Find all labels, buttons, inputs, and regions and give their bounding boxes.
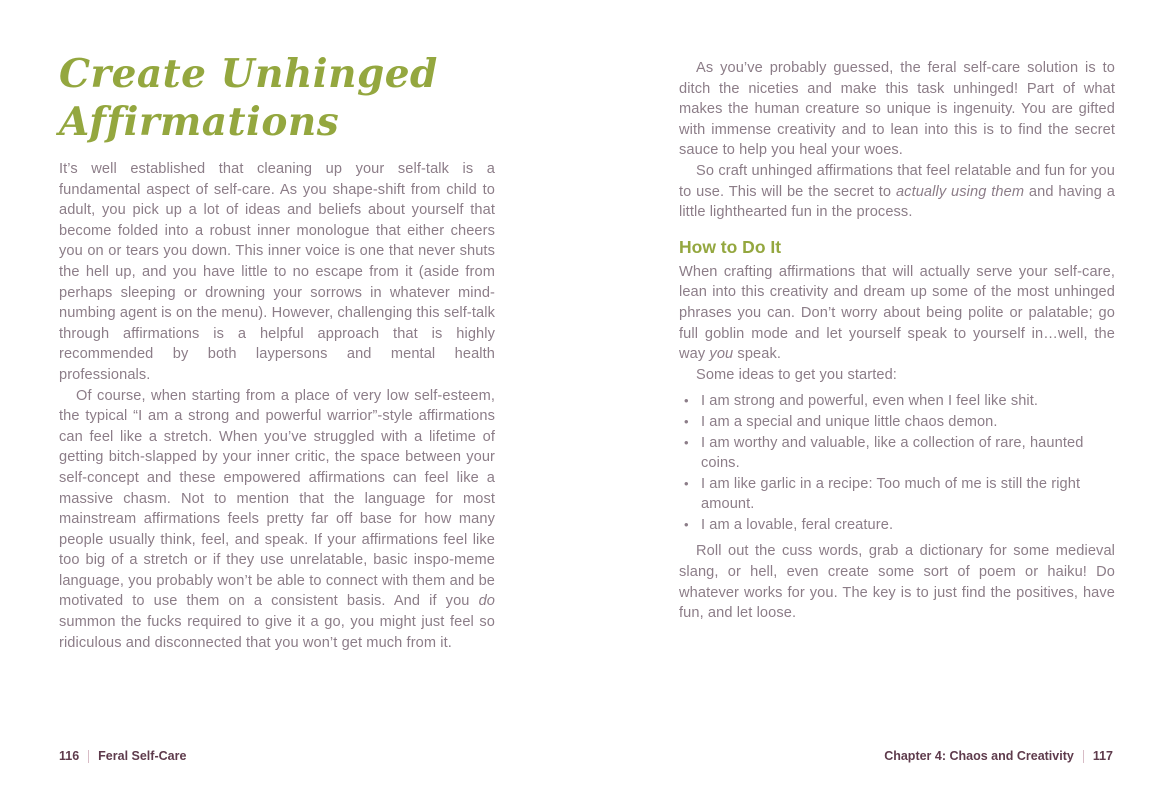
footer-divider: [88, 750, 89, 763]
list-item: [679, 474, 1115, 515]
bullet-icon: •: [684, 393, 689, 409]
second-paragraph-italic: do: [478, 593, 495, 610]
craft-paragraph: [679, 161, 1115, 223]
chapter-title: [59, 50, 495, 146]
affirmation-text: I am strong and powerful, even when I feel like shit.: [701, 393, 1039, 410]
second-paragraph-text-a: Of course, when starting from a place of very low self-esteem, the typical “I am a strong and powerful warrior”-style affirmations can feel like a stretch. When you’ve struggled with a lifetime of getting bitch-slapped by your inner critic, the space between your self-concept and these empowered affirmations can feel like a massive chasm. Not to mention that the language for most mainstream affirmations feels pretty far off base for how many people usually think, feel, and speak. If your affirmations feel like too big of a stretch or if they use unrelatable, basic inspo-meme language, you probably won’t be able to connect with them and be motivated to use them on a consistent basis. And if you: [59, 387, 495, 610]
affirmation-text: I am like garlic in a recipe: Too much of me is still the right amount.: [701, 475, 1081, 513]
list-item: [679, 391, 1115, 412]
affirmation-text: I am a lovable, feral creature.: [701, 516, 894, 533]
closing-paragraph: Roll out the cuss words, grab a dictionary for some medieval slang, or hell, even create some sort of poem or haiku! Do whatever works for you. The key is to just find the positives, have fun, and let loose.: [679, 543, 1115, 622]
book-title: Feral Self-Care: [98, 749, 187, 763]
intro-paragraph: It’s well established that cleaning up your self-talk is a fundamental aspect of self-care. As you shape-shift from child to adult, you pick up a lot of ideas and beliefs about yourself that become folded into a robust inner monologue that either cheers you on or tears you down. This inner voice is one that never shuts the hell up, and you have little to no escape from it (aside from perhaps sleeping or drowning your sorrows in whatever mind-numbing agent is on the menu). However, challenging this self-talk through affirmations is a helpful approach that is highly recommended by both laypersons and mental health professionals.: [59, 161, 495, 383]
page-right: [679, 0, 1115, 624]
craft-paragraph-text-a: So craft unhinged affirmations that feel relatable and fun for you to use. This will be the secret to: [679, 162, 1115, 200]
craft-paragraph-italic: actually using them: [895, 183, 1025, 200]
ideas-lead-in: Some ideas to get you started:: [696, 366, 897, 383]
footer-divider: [1083, 750, 1084, 763]
how-to-paragraph-italic: you: [709, 346, 734, 363]
second-paragraph: [59, 386, 495, 654]
page-number-right: 117: [1092, 749, 1113, 763]
chapter-title-line-2: Affirmations: [59, 99, 340, 145]
bullet-icon: •: [684, 434, 689, 450]
bullet-icon: •: [684, 475, 689, 491]
affirmation-bullet-list: [679, 391, 1115, 535]
how-to-paragraph: [679, 262, 1115, 365]
how-to-do-it-heading: How to Do It: [679, 236, 782, 257]
page-left: [59, 0, 495, 653]
craft-paragraph-text-b: and having a little lighthearted fun in the process.: [679, 183, 1115, 221]
chapter-title-line-1: Create Unhinged: [59, 51, 438, 97]
list-item: [679, 412, 1115, 433]
list-item: [679, 515, 1115, 536]
chapter-label: Chapter 4: Chaos and Creativity: [884, 749, 1074, 763]
second-paragraph-text-b: summon the fucks required to give it a go, you might just feel so ridiculous and disconnected that you won’t get much from it.: [59, 614, 495, 651]
footer-right: [884, 748, 1113, 764]
affirmation-text: I am a special and unique little chaos demon.: [701, 413, 998, 430]
list-item: [679, 433, 1115, 474]
solution-paragraph: As you’ve probably guessed, the feral self-care solution is to ditch the niceties and make this task unhinged! Part of what makes the human creature so unique is ingenuity. You are gifted with immense creativity and to lean into this is to find the secret sauce to help you heal your woes.: [679, 60, 1115, 159]
bullet-icon: •: [684, 413, 689, 429]
bullet-icon: •: [684, 516, 689, 532]
how-to-paragraph-text-b: speak.: [733, 346, 782, 363]
page-number-left: 116: [59, 749, 80, 763]
footer-left: [59, 748, 186, 764]
affirmation-text: I am worthy and valuable, like a collection of rare, haunted coins.: [701, 434, 1084, 472]
how-to-paragraph-text-a: When crafting affirmations that will actually serve your self-care, lean into this creativity and dream up some of the most unhinged phrases you can. Don’t worry about being polite or palatable; go full goblin mode and let yourself speak to yourself in…well, the way: [679, 263, 1115, 363]
